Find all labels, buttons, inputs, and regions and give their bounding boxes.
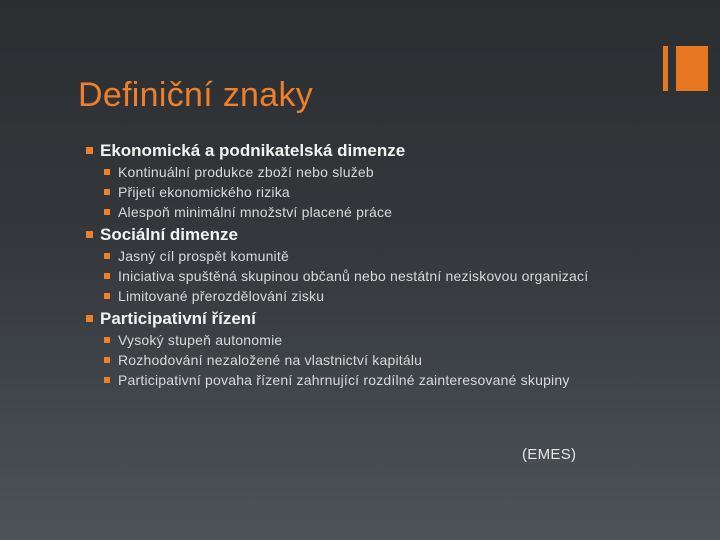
list-item-text: Vysoký stupeň autonomie (118, 332, 283, 348)
sub-list (86, 332, 606, 389)
list-item-text: Alespoň minimální množství placené práce (118, 204, 393, 220)
bullet-square-icon (86, 147, 93, 154)
bullet-square-icon (104, 253, 110, 259)
list-item (104, 164, 606, 181)
list-item-text: Přijetí ekonomického rizika (118, 184, 290, 200)
bullet-square-icon (104, 169, 110, 175)
bullet-content (86, 141, 606, 393)
bullet-square-icon (86, 231, 93, 238)
bullet-square-icon (86, 315, 93, 322)
list-item (104, 184, 606, 201)
list-item-text: Iniciativa spuštěná skupinou občanů nebo nestátní neziskovou organizací (118, 268, 589, 284)
list-item (104, 332, 606, 349)
bullet-square-icon (104, 293, 110, 299)
section-heading (86, 141, 606, 161)
list-item-text: Kontinuální produkce zboží nebo služeb (118, 164, 374, 180)
bullet-square-icon (104, 337, 110, 343)
section-heading-text: Sociální dimenze (100, 225, 238, 244)
accent-bar-thick (676, 46, 708, 91)
list-item-text: Jasný cíl prospět komunitě (118, 248, 289, 264)
list-item (104, 288, 606, 305)
section-governance (86, 309, 606, 389)
list-item (104, 372, 606, 389)
sub-list (86, 248, 606, 305)
bullet-square-icon (104, 273, 110, 279)
source-note: (EMES) (522, 446, 577, 463)
section-social (86, 225, 606, 305)
section-heading-text: Participativní řízení (100, 309, 256, 328)
section-economic (86, 141, 606, 221)
sub-list (86, 164, 606, 221)
list-item (104, 204, 606, 221)
list-item-text: Limitované přerozdělování zisku (118, 288, 325, 304)
list-item (104, 352, 606, 369)
section-heading (86, 225, 606, 245)
slide-title: Definiční znaky (78, 76, 314, 114)
list-item (104, 248, 606, 265)
list-item-text: Rozhodování nezaložené na vlastnictví kapitálu (118, 352, 423, 368)
section-heading-text: Ekonomická a podnikatelská dimenze (100, 141, 406, 160)
list-item-text: Participativní povaha řízení zahrnující rozdílné zainteresované skupiny (118, 372, 570, 388)
bullet-square-icon (104, 377, 110, 383)
bullet-square-icon (104, 357, 110, 363)
bullet-square-icon (104, 209, 110, 215)
bullet-square-icon (104, 189, 110, 195)
list-item (104, 268, 606, 285)
section-heading (86, 309, 606, 329)
accent-bar-thin (663, 46, 668, 91)
